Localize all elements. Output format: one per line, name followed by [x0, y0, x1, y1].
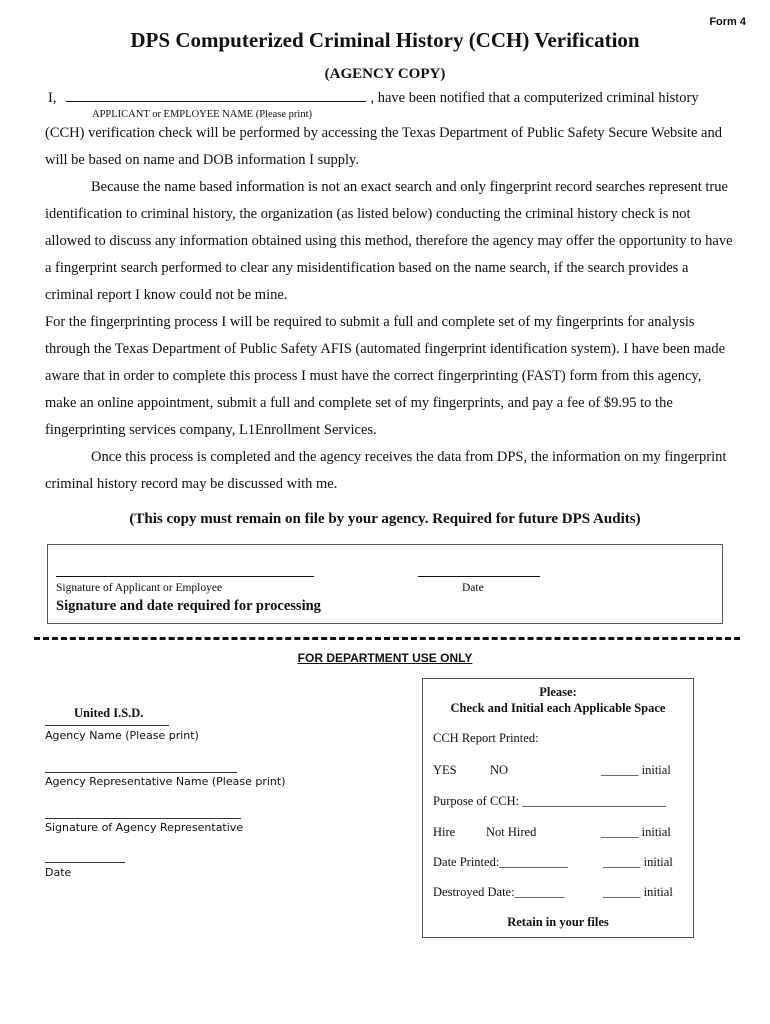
- date-printed-initial-field[interactable]: ______ initial: [603, 855, 673, 869]
- check-heading-2: Check and Initial each Applicable Space: [450, 701, 666, 715]
- agency-date-line[interactable]: [45, 862, 125, 863]
- applicant-line: [48, 89, 699, 107]
- paragraph-fingerprinting: For the fingerprinting process I will be required to submit a full and complete set of my fingerprints for analysis through the Texas Department of Public Safety AFIS (automated fingerprint identification system). I have been made aware that in order to complete this process I must have the correct fingerprinting (FAST) form from this agency, make an online appointment, submit a full and complete set of my fingerprints, and pay a fee of $9.95 to the fingerprinting services company, L1Enrollment Services.: [45, 314, 726, 438]
- retain-note: Retain in your files: [507, 915, 609, 929]
- body-text: [45, 120, 735, 498]
- department-heading: FOR DEPARTMENT USE ONLY: [297, 651, 473, 665]
- form-number: Form 4: [709, 16, 746, 28]
- purpose-field[interactable]: Purpose of CCH: _______________________: [433, 794, 666, 808]
- yes-option[interactable]: YES: [433, 763, 457, 777]
- agency-name-line[interactable]: [45, 725, 169, 726]
- signature-box: [47, 544, 723, 624]
- applicant-date-line[interactable]: [418, 576, 540, 577]
- hire-option[interactable]: Hire: [433, 825, 456, 839]
- audit-notice: (This copy must remain on file by your agency. Required for future DPS Audits): [129, 511, 641, 527]
- check-initial-box: [422, 678, 694, 938]
- not-hired-option[interactable]: Not Hired: [486, 825, 537, 839]
- rep-name-line[interactable]: [45, 772, 237, 773]
- signature-label: Signature of Applicant or Employee: [56, 582, 223, 594]
- applicant-prefix: I,: [48, 90, 57, 106]
- agency-date-label: Date: [45, 866, 72, 879]
- destroyed-initial-field[interactable]: ______ initial: [603, 885, 673, 899]
- cut-line-divider: [34, 637, 740, 640]
- applicant-suffix: , have been notified that a computerized criminal history: [370, 90, 699, 106]
- paragraph-completion: Once this process is completed and the agency receives the data from DPS, the information on my fingerprint criminal history record may be discussed with me.: [45, 449, 727, 492]
- printed-initial-field[interactable]: ______ initial: [601, 763, 671, 777]
- rep-name-label: Agency Representative Name (Please print): [45, 775, 286, 788]
- page-title: DPS Computerized Criminal History (CCH) Verification: [130, 28, 640, 52]
- rep-signature-label: Signature of Agency Representative: [45, 821, 244, 834]
- signature-required-text: Signature and date required for processing: [56, 598, 321, 614]
- date-printed-field[interactable]: Date Printed:___________: [433, 855, 569, 869]
- applicant-name-caption: APPLICANT or EMPLOYEE NAME (Please print): [92, 109, 312, 120]
- date-label: Date: [462, 582, 484, 594]
- paragraph-cch: (CCH) verification check will be performed by accessing the Texas Department of Public Safety Secure Website and will be based on name and DOB information I supply.: [45, 125, 722, 168]
- page-subtitle: (AGENCY COPY): [324, 66, 446, 82]
- paragraph-name-search: Because the name based information is not an exact search and only fingerprint record searches represent true identification to criminal history, the organization (as listed below) conducting the criminal history check is not allowed to discuss any information obtained using this method, therefore the agency may offer the opportunity to have a fingerprint search performed to clear any misidentification based on the name search, if the search provides a criminal report I know could not be mine.: [45, 179, 733, 303]
- destroyed-date-field[interactable]: Destroyed Date:________: [433, 885, 565, 899]
- check-heading-1: Please:: [539, 685, 577, 699]
- cch-printed-label: CCH Report Printed:: [433, 731, 539, 745]
- applicant-name-field[interactable]: [66, 89, 366, 102]
- rep-signature-line[interactable]: [45, 818, 241, 819]
- hire-initial-field[interactable]: ______ initial: [601, 825, 671, 839]
- no-option[interactable]: NO: [490, 763, 509, 777]
- applicant-signature-line[interactable]: [56, 576, 314, 577]
- agency-name-label: Agency Name (Please print): [45, 729, 199, 742]
- agency-name-value: United I.S.D.: [74, 706, 144, 720]
